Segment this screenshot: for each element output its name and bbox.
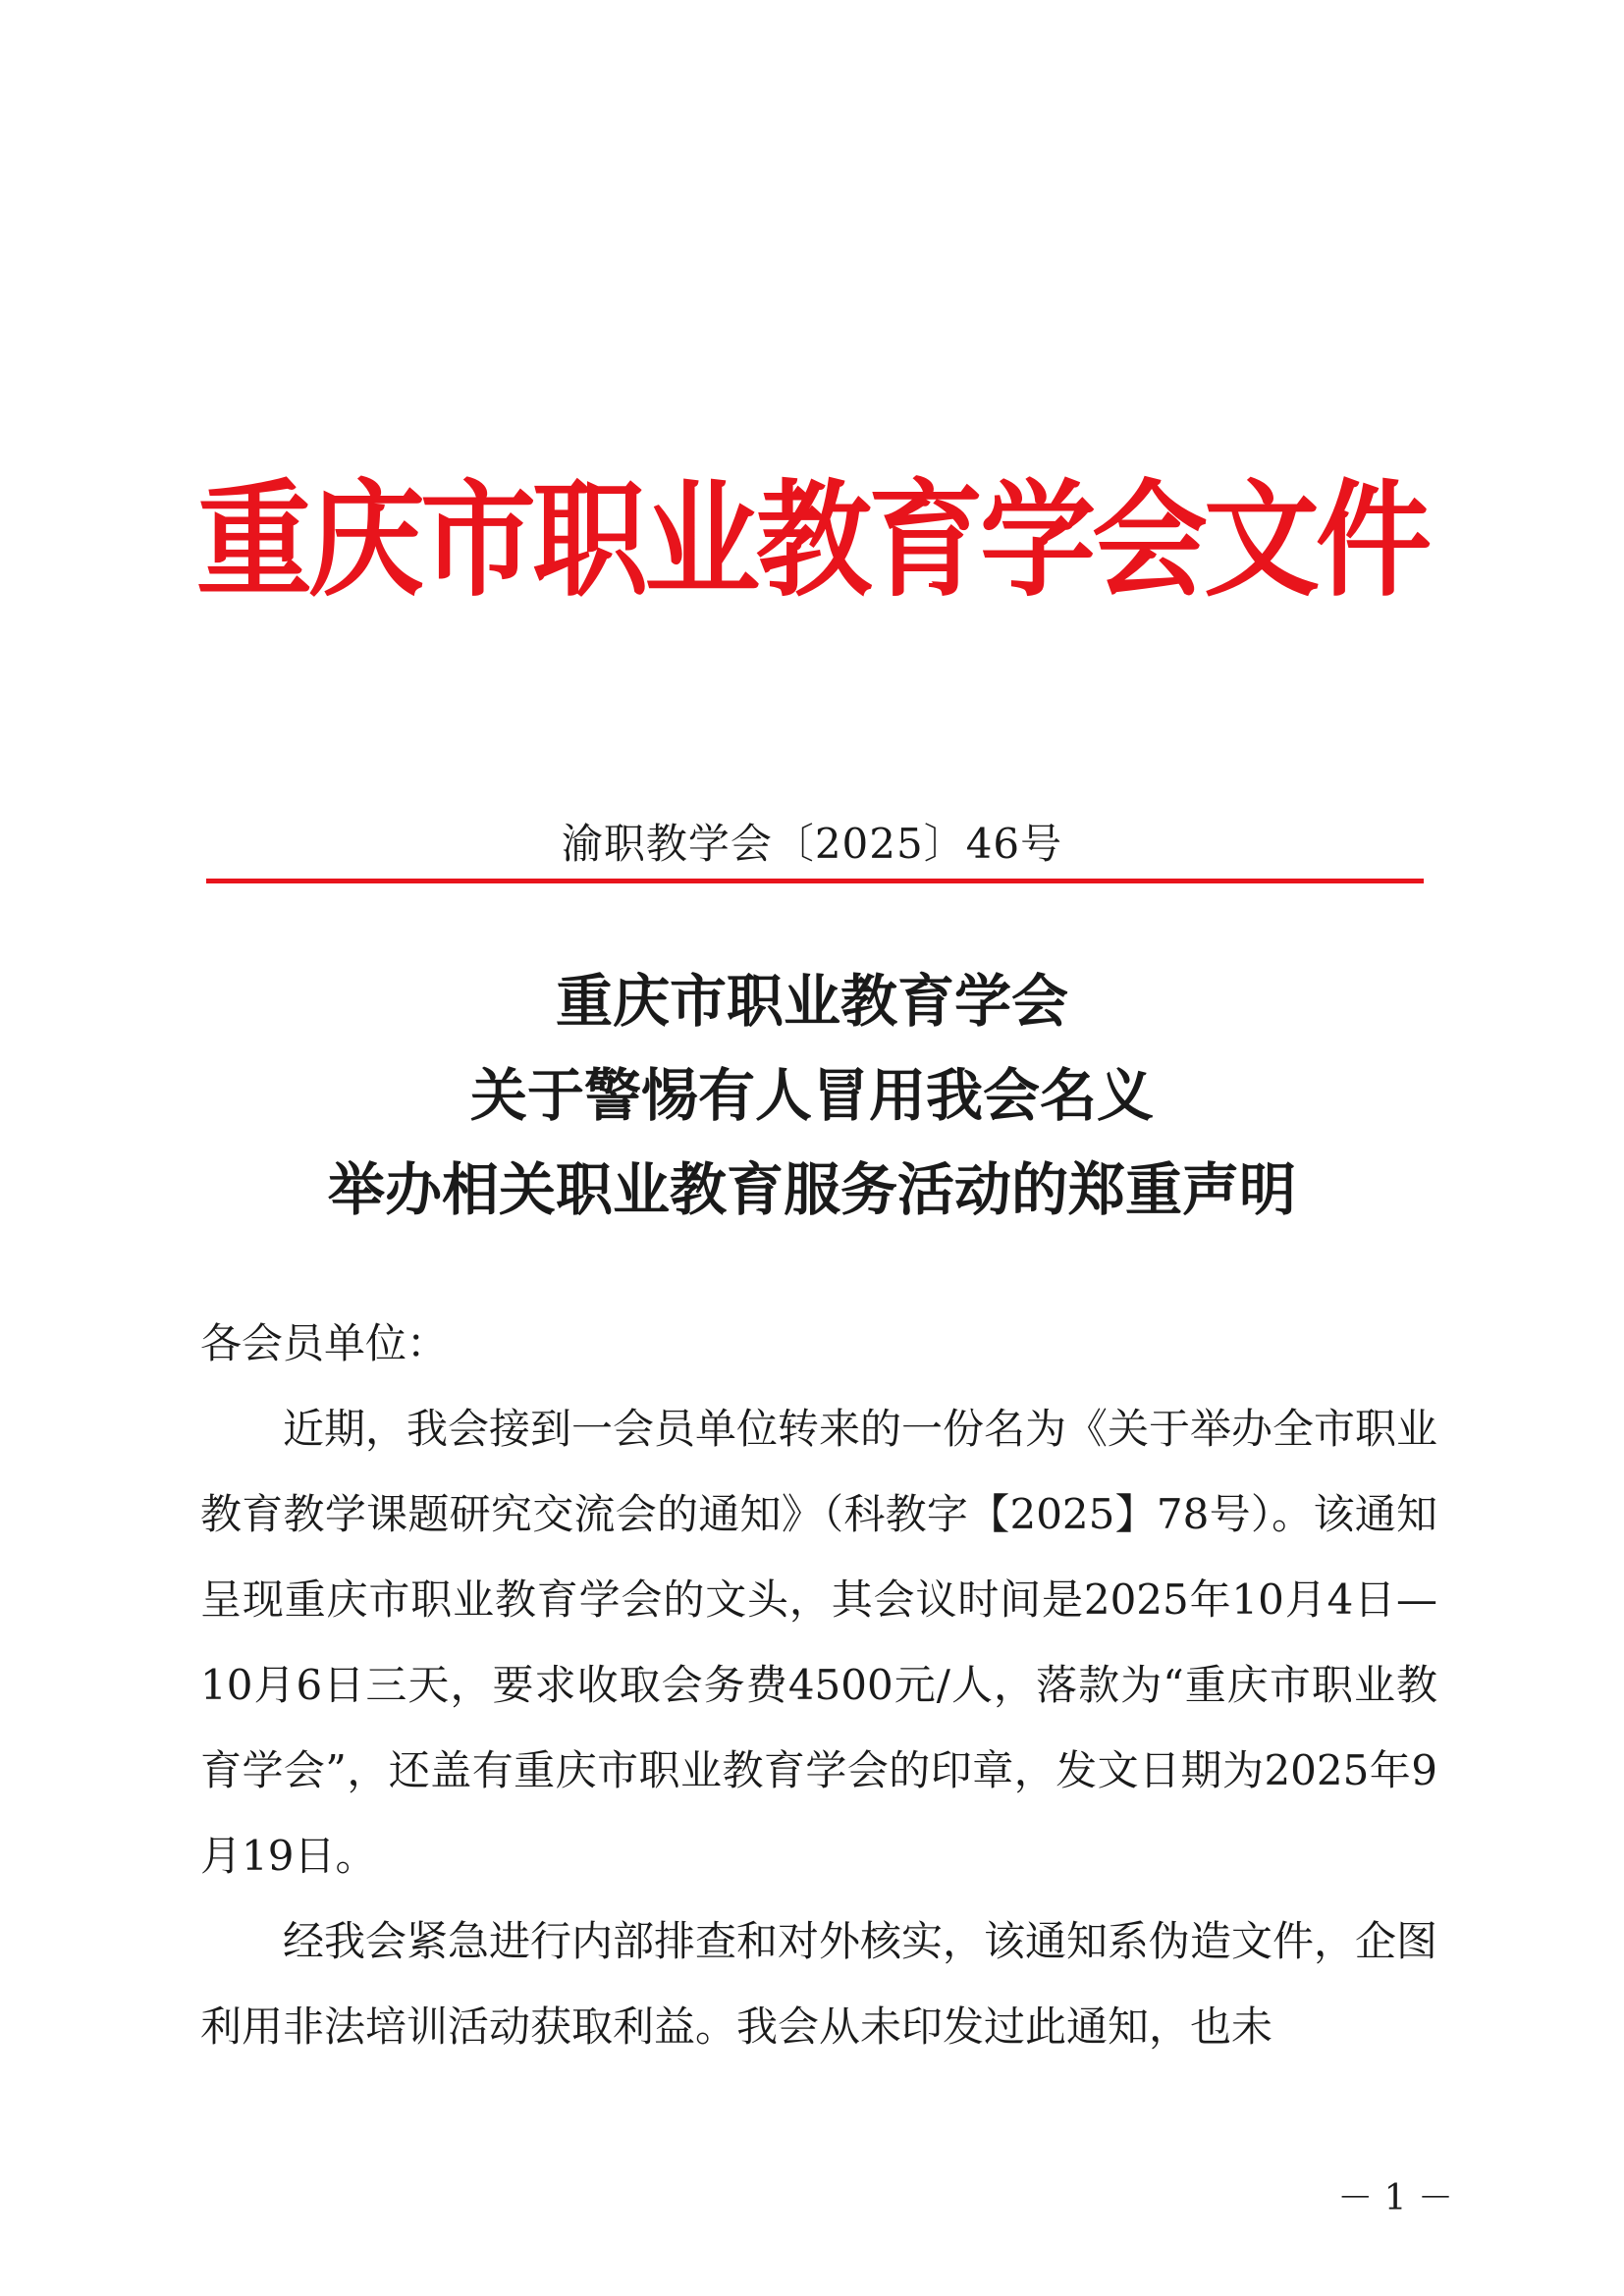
document-number: 渝职教学会〔2025〕46号 (561, 820, 1063, 868)
masthead-title: 重庆市职业教育学会文件 (196, 466, 1429, 614)
document-title (147, 954, 1477, 1237)
title-line-2: 关于警惕有人冒用我会名义 (469, 1062, 1154, 1129)
page-number: － 1 － (1337, 2178, 1453, 2218)
title-line-3: 举办相关职业教育服务活动的郑重声明 (327, 1156, 1296, 1223)
title-line-1: 重庆市职业教育学会 (555, 968, 1068, 1035)
body-paragraph-2: 经我会紧急进行内部排查和对外核实，该通知系伪造文件，企图利用非法培训活动获取利益。我会从未印发过此通知，也未 (200, 1917, 1438, 2051)
document-body (200, 1301, 1437, 2069)
body-paragraph-1: 近期，我会接到一会员单位转来的一份名为《关于举办全市职业教育教学课题研究交流会的通知》（科教字【2025】78号）。该通知呈现重庆市职业教育学会的文头，其会议时间是2025年10月4日—10月6日三天，要求收取会务费4500元/人，落款为“重庆市职业教育学会”，还盖有重庆市职业教育学会的印章，发文日期为2025年9月19日。 (200, 1405, 1438, 1880)
red-divider-line (206, 879, 1424, 883)
salutation: 各会员单位： (200, 1319, 449, 1367)
